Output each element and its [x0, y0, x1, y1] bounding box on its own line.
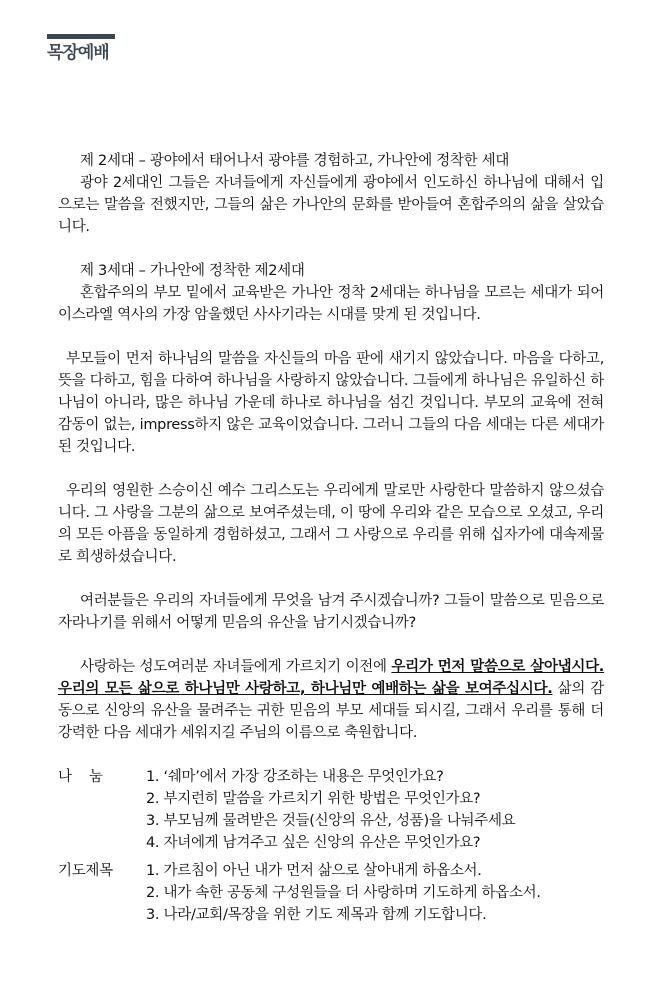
prayer-list	[146, 860, 604, 926]
gen3-title: 제 3세대 – 가나안에 정착한 제2세대	[80, 263, 305, 279]
closing-tail: 삶의 감동으로 신앙의 유산을 물려주는 귀한 믿음의 부모 세대들 되시길, 그래서 우리를 통해 더 강력한 다음 세대가 세워지길 주님의 이름으로 축원합니다.	[58, 681, 604, 741]
gen3-body: 혼합주의의 부모 밑에서 교육받은 가나안 정착 2세대는 하나님을 모르는 세대가 되어 이스라엘 역사의 가장 암울했던 사사기라는 시대를 맞게 된 것입니다.	[58, 285, 604, 323]
section-gen3	[58, 260, 604, 326]
prayer-item: 2. 내가 속한 공동체 구성원들을 더 사랑하며 기도하게 하옵소서.	[146, 885, 541, 901]
prayer-item: 3. 나라/교회/목장을 위한 기도 제목과 함께 기도합니다.	[146, 907, 487, 923]
prayer-item: 1. 가르침이 아닌 내가 먼저 삶으로 살아내게 하옵소서.	[146, 863, 482, 879]
prayer-label: 기도제목	[58, 863, 113, 879]
document-body	[58, 150, 604, 926]
prayer-section	[58, 860, 604, 926]
sharing-label: 나 눔	[58, 769, 103, 785]
section-gen2	[58, 150, 604, 238]
brand-logo	[47, 34, 115, 63]
sharing-item: 1. ‘쉐마’에서 가장 강조하는 내용은 무엇인가요?	[146, 769, 444, 785]
gen2-body: 광야 2세대인 그들은 자녀들에게 자신들에게 광야에서 인도하신 하나님에 대해서 입으로는 말씀을 전했지만, 그들의 삶은 가나안의 문화를 받아들여 혼합주의의 삶을 살았습니다.	[58, 175, 604, 235]
sharing-item: 4. 자녀에게 남겨주고 싶은 신앙의 유산은 무엇인가요?	[146, 835, 481, 851]
gen2-title: 제 2세대 – 광야에서 태어나서 광야를 경험하고, 가나안에 정착한 세대	[80, 153, 510, 169]
brand-title: 목장예배	[47, 43, 109, 63]
sharing-section	[58, 766, 604, 854]
paragraph-jesus: 우리의 영원한 스승이신 예수 그리스도는 우리에게 말로만 사랑한다 말씀하지 않으셨습니다. 그 사랑을 그분의 삶으로 보여주셨는데, 이 땅에 우리와 같은 모습으로 오셨고, 우리의 모든 아픔을 동일하게 경험하셨고, 그래서 그 사랑으로 우리를 위해 십자가에 대속제물로 희생하셨습니다.	[58, 483, 604, 565]
paragraph-parents: 부모들이 먼저 하나님의 말씀을 자신들의 마음 판에 새기지 않았습니다. 마음을 다하고, 뜻을 다하고, 힘을 다하여 하나님을 사랑하지 않았습니다. 그들에게 하나님은 유일하신 하나님이 아니라, 많은 하나님 가운데 하나로 하나님을 섬긴 것입니다. 부모의 교육에 전혀 감동이 없는, impress하지 않은 교육이었습니다. 그러니 그들의 다음 세대는 다른 세대가 된 것입니다.	[58, 351, 604, 455]
logo-bar	[47, 34, 115, 39]
sharing-list	[146, 766, 604, 854]
closing-lead: 사랑하는 성도여러분 자녀들에게 가르치기 이전에	[80, 659, 392, 675]
paragraph-closing	[58, 656, 604, 744]
sharing-item: 3. 부모님께 물려받은 것들(신앙의 유산, 성품)을 나눠주세요	[146, 813, 516, 829]
paragraph-question: 여러분들은 우리의 자녀들에게 무엇을 남겨 주시겠습니까? 그들이 말씀으로 믿음으로 자라나기를 위해서 어떻게 믿음의 유산을 남기시겠습니까?	[58, 593, 604, 631]
closing-emphasis: 우리가 먼저 말씀으로 살아냅시다. 우리의 모든 삶으로 하나님만 사랑하고, 하나님만 예배하는 삶을 보여주십시다.	[58, 659, 604, 697]
sharing-item: 2. 부지런히 말씀을 가르치기 위한 방법은 무엇인가요?	[146, 791, 481, 807]
